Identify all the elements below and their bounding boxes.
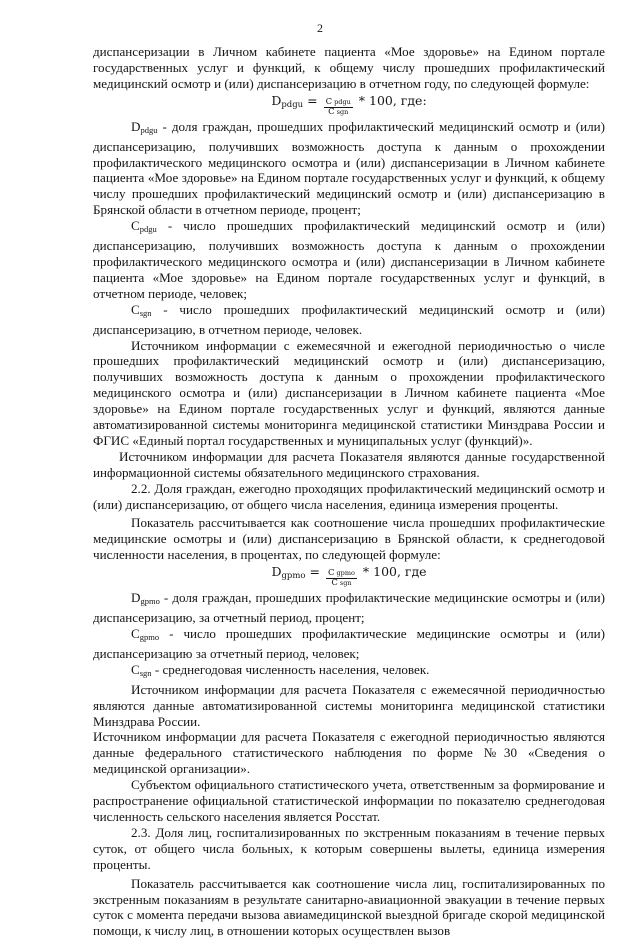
fraction-denominator: C sgn [331,578,352,589]
definition-csgn: $C_{sgn}$ - число прошедших профилактический медицинский осмотр и (или) диспансеризацию, в отчетном периоде, человек. [93,301,605,337]
definition-csgn-2: $C_{sgn}$ - среднегодовая численность населения, человек. [131,661,430,678]
fraction-denominator: C sgn [328,106,349,117]
page-number: 2 [317,21,323,35]
formula-fraction [326,569,357,588]
paragraph-source-3: Источником информации для расчета Показателя с ежемесячной периодичностью являются данные автоматизированной системы мониторинга медицинской статистики Минздрава России. [93,681,605,729]
document-body [93,44,605,939]
formula-tail: * 100, где [362,564,427,580]
paragraph-source-2: Источником информации для расчета Показателя являются данные государственной информационной системы обязательного медицинского страхования. [93,448,605,480]
formula-dpdgu [93,93,605,117]
paragraph-source-1: Источником информации с ежемесячной и ежегодной периодичностью о числе прошедших профилактический медицинский осмотр и (или) диспансеризацию, получивших возможность доступа к данным о прохождении профилактического медицинского осмотра и (или) диспансеризации в Личном кабинете пациента «Мое здоровье» на Едином портале государственных услуг и функций, являются данные автоматизированной системы мониторинга медицинской статистики Минздрава России и ФГИС «Единый портал государственных и муниципальных услуг (функций)». [93,337,605,448]
definition-dgpmo: $D_{gpmo}$ - доля граждан, прошедших профилактические медицинские осмотры и (или) диспансеризацию, за отчетный период, процент; [93,590,605,626]
paragraph-calculation-3: Показатель рассчитывается как соотношение числа лиц, госпитализированных по экстренным показаниям в результате санитарно-авиационной эвакуации в течение первых суток с момента передачи вызова авиамедицинской выездной бригаде скорой медицинской помощи, к числу лиц, в отношении которых осуществлен вызов [93,875,605,939]
formula-dgpmo [93,564,605,588]
paragraph-intro: диспансеризации в Личном кабинете пациента «Мое здоровье» на Едином портале государственных услуг и функций, к общему числу прошедших профилактический медицинский осмотр и (или) диспансеризацию в отчетном году, по следующей формуле: [93,44,605,91]
definition-dpdgu: $D_{pdgu}$ - доля граждан, прошедших профилактический медицинский осмотр и (или) диспансеризацию, получивших возможность доступа к данным о прохождении профилактического медицинского осмотра и (или) диспансеризации в Личном кабинете пациента «Мое здоровье» на Едином портале государственных услуг и функций, к общему числу прошедших профилактический медицинский осмотр и (или) диспансеризацию в Брянской области в отчетном периоде, процент; [93,118,605,218]
section-2-2-heading: 2.2. Доля граждан, ежегодно проходящих профилактический медицинский осмотр и (или) диспансеризацию, от общего числа населения, единица измерения проценты. [93,480,605,512]
fraction-numerator: C pdgu [325,96,351,107]
section-2-3-heading: 2.3. Доля лиц, госпитализированных по экстренным показаниям в течение первых суток, от общего числа больных, к которым совершены вылеты, единица измерения проценты. [93,824,605,872]
formula-lhs: D [271,92,282,108]
definition-cgpmo: $C_{gpmo}$ - число прошедших профилактические медицинские осмотры и (или) диспансеризацию за отчетный период, человек; [93,626,605,661]
paragraph-subject: Субъектом официального статистического учета, ответственным за формирование и распространение официальной статистической информации по показателю среднегодовая численность сельского населения является Росстат. [93,777,605,824]
formula-equals: = [309,564,320,580]
formula-equals: = [307,92,318,108]
formula-fraction [324,98,353,117]
definition-cpdgu: $C_{pdgu}$ - число прошедших профилактический медицинский осмотр и (или) диспансеризацию, получивших возможность доступа к данным о прохождении профилактического медицинского осмотра и (или) диспансеризации в Личном кабинете пациента «Мое здоровье» на Едином портале государственных услуг и функций, в отчетном периоде, человек; [93,218,605,301]
formula-lhs-sub: gpmo [281,571,306,582]
paragraph-calculation-2: Показатель рассчитывается как соотношение числа прошедших профилактические медицинские осмотры и (или) диспансеризацию в Брянской области, к среднегодовой численности населения, в процентах, по следующей формуле: [93,515,605,563]
formula-lhs: D [271,564,282,580]
formula-lhs-sub: pdgu [281,99,304,110]
fraction-numerator: C gpmo [327,568,355,579]
formula-tail: * 100, где: [358,92,427,108]
paragraph-source-4: Источником информации для расчета Показателя с ежегодной периодичностью являются данные федерального статистического наблюдения по форме №30 «Сведения о медицинской организации». [93,729,605,777]
